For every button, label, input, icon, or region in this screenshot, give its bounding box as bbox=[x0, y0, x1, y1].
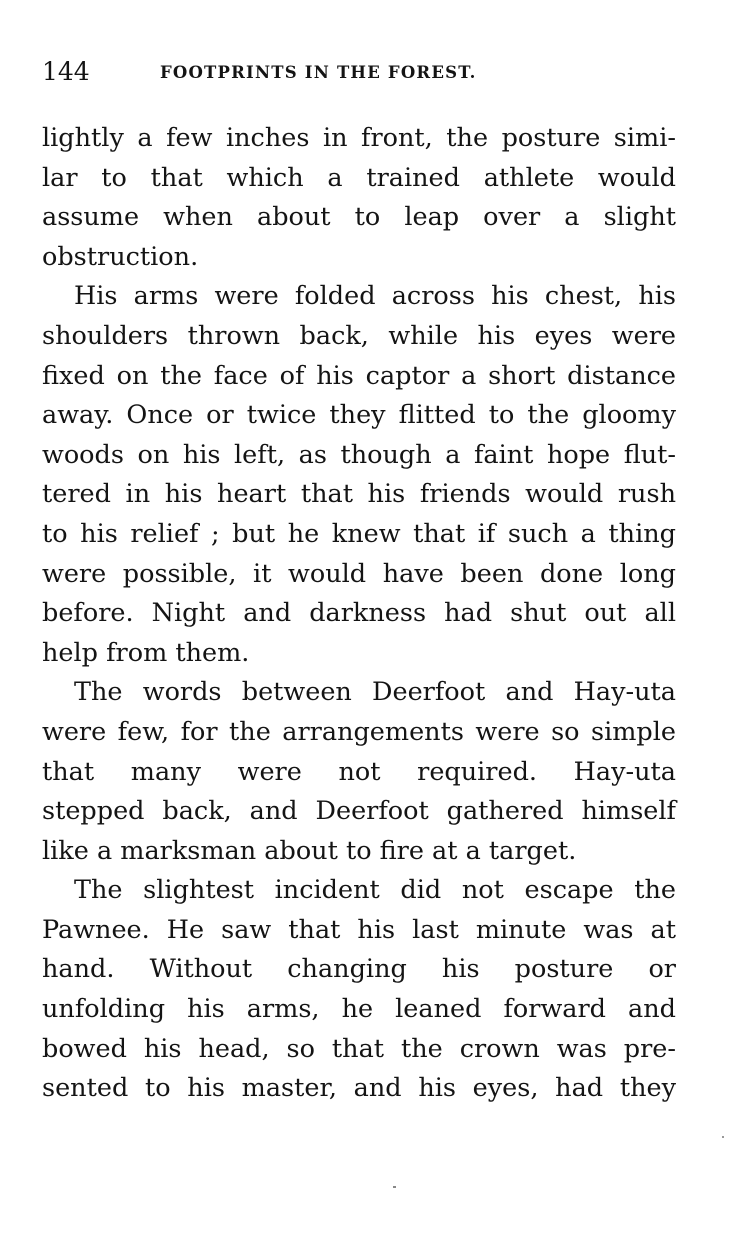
text-line: to his relief ; but he knew that if such a thing bbox=[42, 518, 676, 549]
paragraph-4 bbox=[42, 871, 676, 1109]
text-line: that many were not required. Hay-uta bbox=[42, 756, 676, 787]
paragraph-1 bbox=[42, 119, 676, 277]
text-line: tered in his heart that his friends would rush bbox=[42, 479, 676, 510]
text-line: The words between Deerfoot and Hay-uta bbox=[74, 677, 676, 708]
text-line: fixed on the face of his captor a short distance bbox=[42, 360, 676, 391]
text-line: His arms were folded across his chest, his bbox=[74, 281, 676, 312]
text-line: like a marksman about to fire at a target. bbox=[42, 835, 577, 866]
text-line: bowed his head, so that the crown was pre- bbox=[42, 1033, 676, 1064]
text-line: shoulders thrown back, while his eyes were bbox=[42, 320, 676, 351]
text-line: before. Night and darkness had shut out all bbox=[42, 598, 676, 629]
text-line: were possible, it would have been done long bbox=[42, 558, 676, 589]
running-head bbox=[42, 56, 682, 88]
text-line: help from them. bbox=[42, 637, 250, 668]
text-line: hand. Without changing his posture or bbox=[42, 954, 676, 985]
text-line: Pawnee. He saw that his last minute was at bbox=[42, 914, 676, 945]
text-line: obstruction. bbox=[42, 241, 199, 272]
text-line: lightly a few inches in front, the posture simi- bbox=[42, 123, 676, 153]
paragraph-3 bbox=[42, 673, 676, 871]
text-line: were few, for the arrangements were so simple bbox=[42, 716, 676, 747]
text-line: assume when about to leap over a slight bbox=[42, 202, 676, 233]
text-line: The slightest incident did not escape the bbox=[74, 875, 676, 906]
print-speck bbox=[393, 1186, 396, 1188]
text-line: away. Once or twice they flitted to the gloomy bbox=[42, 400, 676, 431]
page-number: 144 bbox=[42, 57, 90, 86]
text-line: lar to that which a trained athlete would bbox=[42, 162, 676, 193]
text-line: stepped back, and Deerfoot gathered himself bbox=[42, 796, 676, 827]
text-line: woods on his left, as though a faint hope flut- bbox=[42, 439, 676, 470]
text-line: unfolding his arms, he leaned forward and bbox=[42, 994, 676, 1025]
text-line: sented to his master, and his eyes, had they bbox=[42, 1073, 676, 1104]
running-title: FOOTPRINTS IN THE FOREST. bbox=[160, 63, 477, 82]
body-text bbox=[42, 119, 676, 1109]
print-speck bbox=[722, 1136, 724, 1138]
paragraph-2 bbox=[42, 277, 676, 673]
